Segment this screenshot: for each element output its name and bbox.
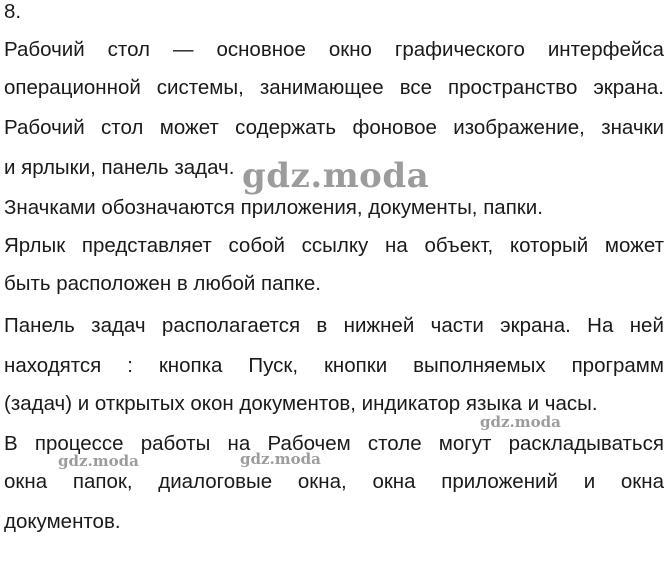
word: диалоговые	[158, 470, 273, 493]
word: части	[430, 314, 484, 337]
word: кнопка	[158, 354, 223, 377]
word: столе	[367, 432, 422, 455]
line-text: быть расположен в любой папке.	[4, 272, 321, 295]
word: может	[159, 116, 219, 139]
text-line-12	[4, 470, 664, 494]
word: выполняемых	[413, 354, 546, 377]
text-line-3	[4, 116, 664, 140]
word: работы	[140, 432, 211, 455]
word: окно	[328, 38, 372, 61]
word: Ярлык	[4, 234, 66, 257]
word: задач	[91, 314, 146, 337]
watermark-small: gdz.moda	[58, 452, 139, 470]
word: —	[172, 38, 194, 61]
line-text: (задач) и открытых окон документов, индикатор языка и часы.	[4, 392, 598, 415]
word: ссылку	[301, 234, 369, 257]
word: представляет	[81, 234, 212, 257]
word: раскладываться	[508, 432, 664, 455]
word: нижней	[343, 314, 415, 337]
text-line-2	[4, 76, 664, 100]
line-text: и ярлыки, панель задач.	[4, 156, 235, 179]
word: на	[385, 234, 408, 257]
word: стол	[107, 38, 150, 61]
watermark-main: gdz.moda	[242, 156, 430, 196]
text-line-8	[4, 314, 664, 338]
text-line-10	[4, 392, 664, 416]
word: кнопки	[323, 354, 388, 377]
word: окна,	[297, 470, 347, 493]
word: На	[587, 314, 614, 337]
word: располагается	[161, 314, 301, 337]
word: в	[316, 314, 328, 337]
word: папок,	[72, 470, 133, 493]
word: Панель	[4, 314, 75, 337]
word: системы,	[156, 76, 244, 99]
watermark-small: gdz.moda	[480, 413, 561, 431]
word: Рабочем	[267, 432, 351, 455]
word: Рабочий	[4, 116, 85, 139]
word: значки	[601, 116, 664, 139]
word: Пуск,	[248, 354, 299, 377]
word: пространство	[447, 76, 578, 99]
watermark-small: gdz.moda	[240, 450, 321, 468]
text-line-7	[4, 272, 664, 296]
word: окна	[4, 470, 48, 493]
word: содержать	[235, 116, 337, 139]
text-line-5	[4, 196, 664, 220]
word: окна	[372, 470, 416, 493]
word: приложений	[441, 470, 558, 493]
line-text: Значками обозначаются приложения, документы, папки.	[4, 196, 543, 219]
word: графического	[394, 38, 525, 61]
word: ней	[629, 314, 664, 337]
word: собой	[228, 234, 285, 257]
word: процессе	[34, 432, 124, 455]
word: интерфейса	[547, 38, 664, 61]
word: окна	[620, 470, 664, 493]
text-line-1	[4, 38, 664, 62]
text-line-11	[4, 432, 664, 456]
word: стол	[101, 116, 144, 139]
word: :	[127, 354, 133, 377]
word: Рабочий	[4, 38, 85, 61]
word: занимающее	[259, 76, 384, 99]
text-line-4	[4, 156, 664, 180]
word: находятся	[4, 354, 102, 377]
task-number: 8.	[4, 0, 22, 23]
word: на	[227, 432, 251, 455]
word: экрана.	[593, 76, 664, 99]
word: могут	[438, 432, 492, 455]
word: объект,	[424, 234, 494, 257]
word: все	[399, 76, 432, 99]
text-line-13	[4, 510, 664, 534]
text-line-6	[4, 234, 664, 258]
word: экрана.	[500, 314, 571, 337]
word: программ	[571, 354, 664, 377]
word: фоновое	[352, 116, 437, 139]
word: операционной	[4, 76, 141, 99]
word: и	[583, 470, 596, 493]
word: может	[604, 234, 664, 257]
word: В	[4, 432, 18, 455]
word: изображение,	[453, 116, 585, 139]
text-line-9	[4, 354, 664, 378]
word: основное	[216, 38, 306, 61]
word: который	[509, 234, 589, 257]
line-text: документов.	[4, 510, 121, 533]
